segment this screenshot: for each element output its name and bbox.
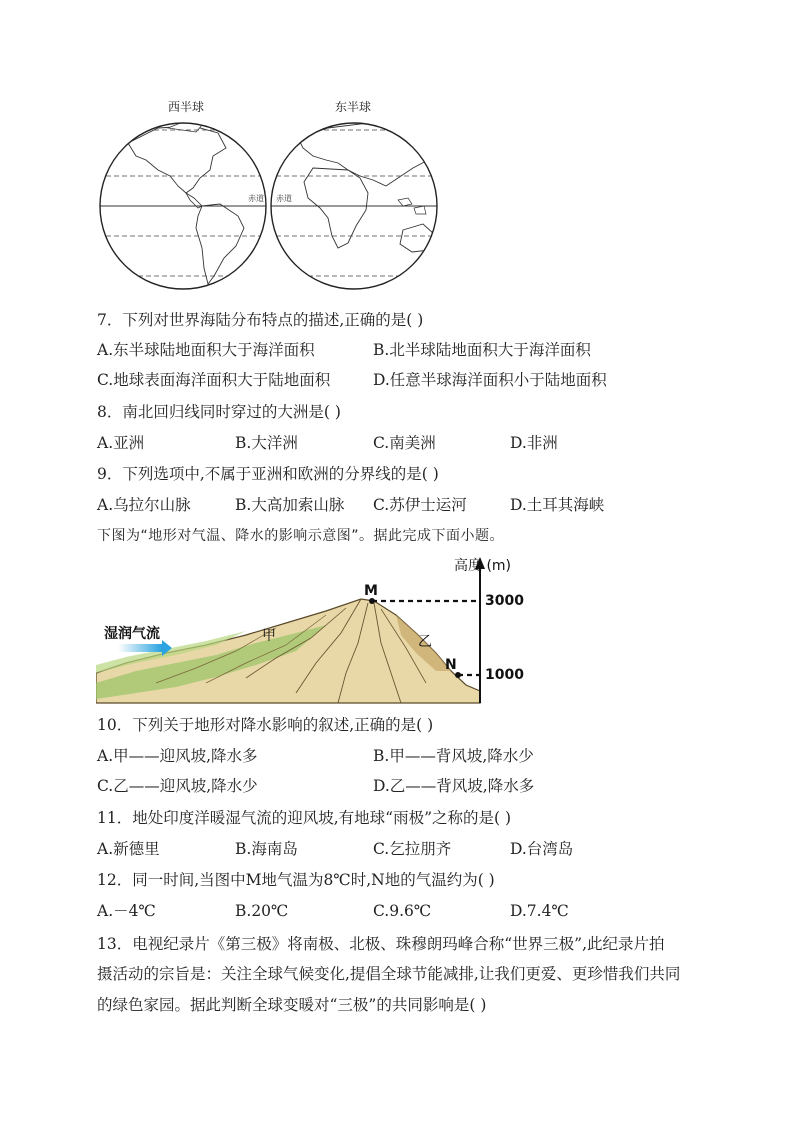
question-10-option-d[interactable]: D.乙——背风坡,降水多	[373, 777, 535, 795]
question-9-option-c[interactable]: C.苏伊士运河	[373, 496, 467, 514]
question-7-stem: 7．下列对世界海陆分布特点的描述,正确的是( )	[97, 311, 424, 329]
hemisphere-map-figure	[98, 98, 443, 296]
question-10-stem: 10．下列关于地形对降水影响的叙述,正确的是( )	[97, 716, 434, 734]
question-12-option-b[interactable]: B.20℃	[235, 902, 289, 920]
east-hemisphere-label: 东半球	[335, 100, 372, 114]
question-8-option-c[interactable]: C.南美洲	[373, 434, 436, 452]
question-11-option-c[interactable]: C.乞拉朋齐	[373, 840, 452, 858]
question-8-option-d[interactable]: D.非洲	[510, 434, 558, 452]
question-7-option-d[interactable]: D.任意半球海洋面积小于陆地面积	[373, 371, 607, 389]
figure-intro-text: 下图为“地形对气温、降水的影响示意图”。据此完成下面小题。	[97, 528, 505, 544]
equator-label-east: 赤道	[276, 194, 292, 203]
question-12-option-d[interactable]: D.7.4℃	[510, 902, 569, 920]
question-12-stem: 12．同一时间,当图中M地气温为8℃时,N地的气温约为( )	[97, 871, 495, 889]
altitude-tick-3000: 3000	[485, 593, 524, 609]
leeward-side-label: 乙	[418, 634, 432, 650]
question-10-option-c[interactable]: C.乙——迎风坡,降水少	[97, 777, 258, 795]
question-9-option-a[interactable]: A.乌拉尔山脉	[97, 496, 191, 514]
question-12-option-a[interactable]: A.－4℃	[97, 902, 156, 920]
terrain-diagram	[96, 553, 526, 705]
question-10-option-b[interactable]: B.甲——背风坡,降水少	[373, 747, 534, 765]
question-9-option-b[interactable]: B.大高加索山脉	[235, 496, 345, 514]
question-8-stem: 8．南北回归线同时穿过的大洲是( )	[97, 403, 341, 421]
airflow-label: 湿润气流	[104, 626, 160, 642]
west-hemisphere-label: 西半球	[168, 100, 205, 114]
question-11-option-a[interactable]: A.新德里	[97, 840, 160, 858]
question-8-option-a[interactable]: A.亚洲	[97, 434, 145, 452]
question-7-option-a[interactable]: A.东半球陆地面积大于海洋面积	[97, 341, 315, 359]
question-13-stem-line-1: 13．电视纪录片《第三极》将南极、北极、珠穆朗玛峰合称“世界三极”,此纪录片拍	[97, 935, 665, 953]
point-m-label: M	[364, 583, 378, 599]
question-9-option-d[interactable]: D.土耳其海峡	[510, 496, 605, 514]
question-11-option-b[interactable]: B.海南岛	[235, 840, 298, 858]
point-n-label: N	[445, 657, 457, 673]
question-12-option-c[interactable]: C.9.6℃	[373, 902, 432, 920]
hemisphere-map	[98, 98, 443, 296]
question-11-stem: 11．地处印度洋暖湿气流的迎风坡,有地球“雨极”之称的是( )	[97, 809, 512, 827]
question-13-stem-line-2: 摄活动的宗旨是：关注全球气候变化,提倡全球节能减排,让我们更爱、更珍惜我们共同	[97, 965, 681, 983]
question-8-option-b[interactable]: B.大洋洲	[235, 434, 298, 452]
question-7-option-c[interactable]: C.地球表面海洋面积大于陆地面积	[97, 371, 331, 389]
question-9-stem: 9．下列选项中,不属于亚洲和欧洲的分界线的是( )	[97, 465, 439, 483]
windward-side-label: 甲	[262, 628, 276, 644]
altitude-axis-title: 高度 (m)	[454, 558, 512, 574]
altitude-tick-1000: 1000	[485, 667, 524, 683]
terrain-figure	[96, 553, 526, 705]
equator-label-west: 赤道	[248, 194, 264, 203]
question-11-option-d[interactable]: D.台湾岛	[510, 840, 574, 858]
question-7-option-b[interactable]: B.北半球陆地面积大于海洋面积	[373, 341, 591, 359]
question-10-option-a[interactable]: A.甲——迎风坡,降水多	[97, 747, 258, 765]
question-13-stem-line-3: 的绿色家园。据此判断全球变暖对“三极”的共同影响是( )	[97, 996, 487, 1014]
